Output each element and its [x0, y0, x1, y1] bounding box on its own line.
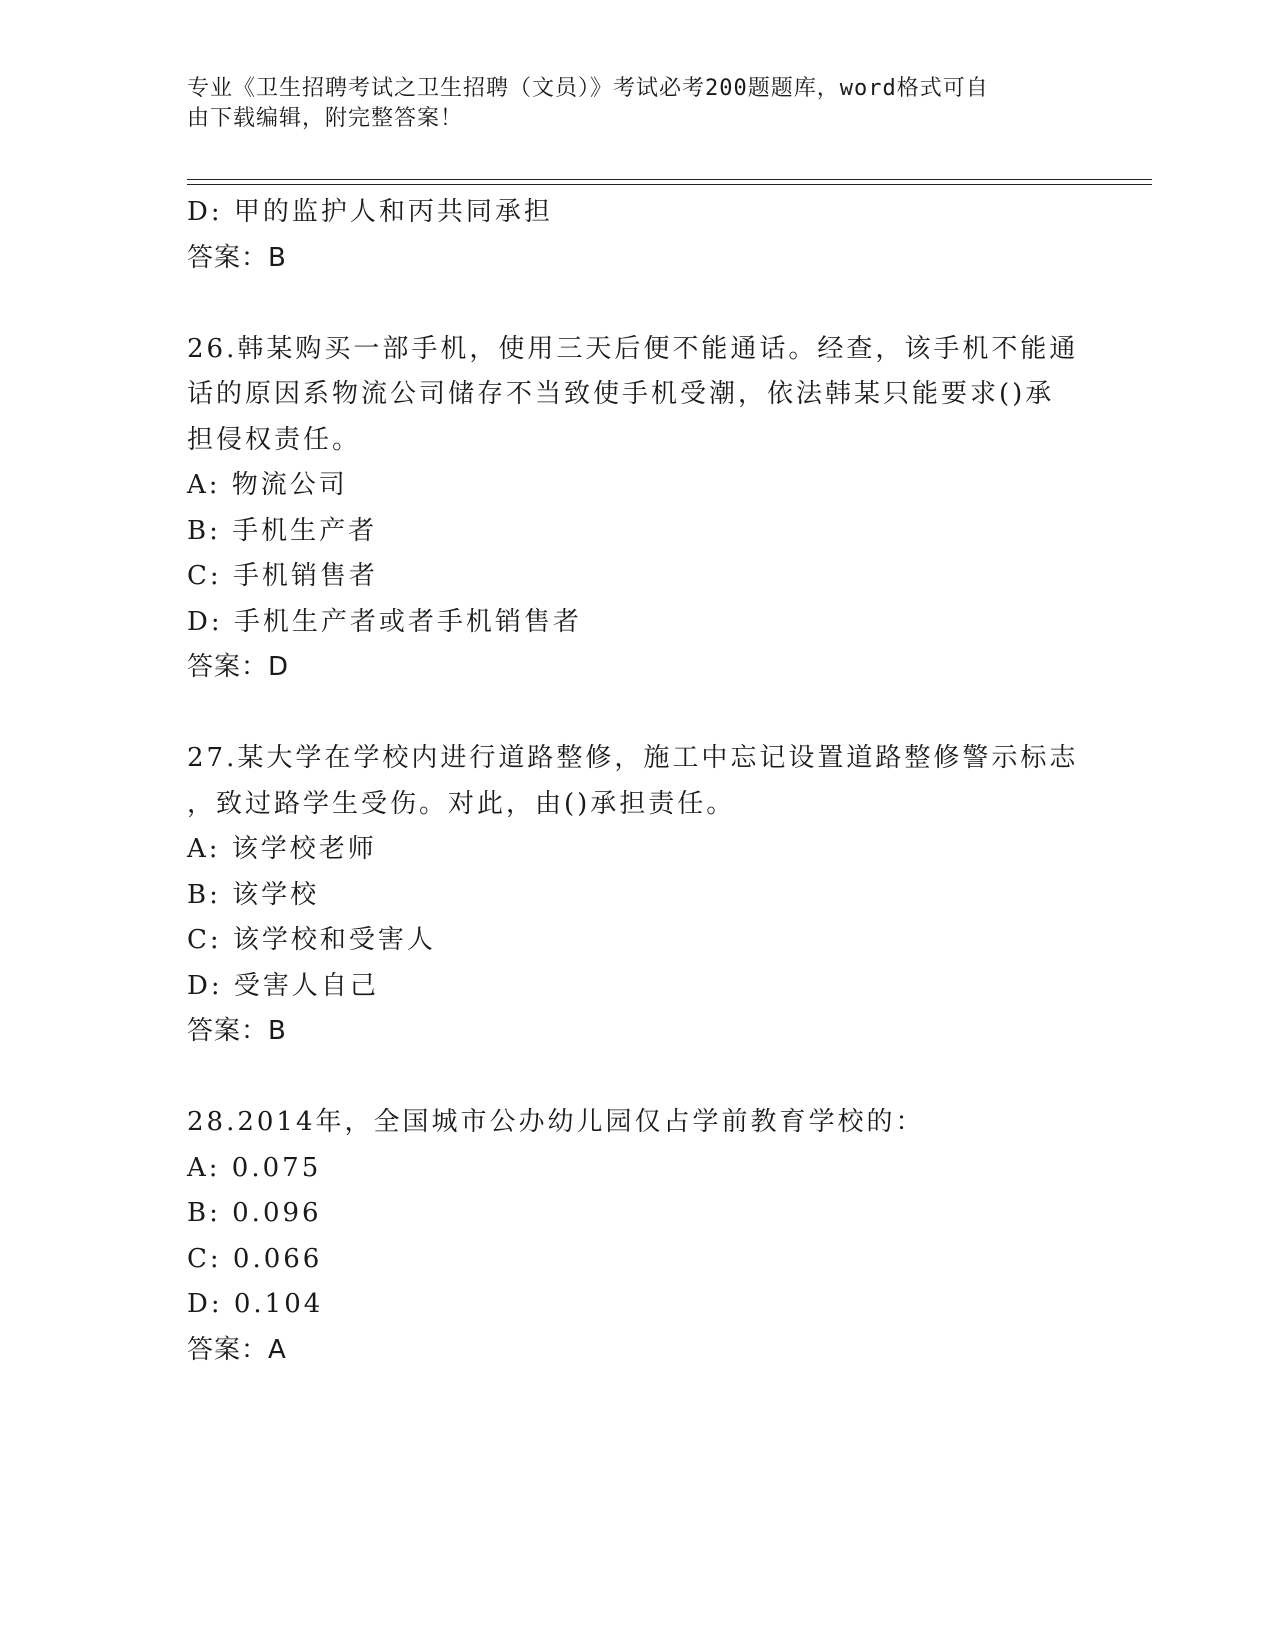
option-b: B: 手机生产者	[187, 515, 378, 546]
question-stem-line: 担侵权责任。	[187, 424, 362, 455]
question-stem-line: 26.韩某购买一部手机，使用三天后便不能通话。经查，该手机不能通	[187, 333, 1079, 364]
option-d: D: 受害人自己	[187, 970, 379, 1001]
option-c: C: 该学校和受害人	[187, 925, 436, 955]
answer: 答案：D	[187, 652, 290, 682]
option-a: A: 物流公司	[187, 470, 348, 500]
question-list	[187, 190, 1087, 1373]
option-d: D: 手机生产者或者手机销售者	[187, 606, 582, 637]
answer: 答案：B	[187, 242, 287, 273]
question-26	[187, 327, 1087, 691]
question-28	[187, 1100, 1087, 1373]
option-c: C: 手机销售者	[187, 561, 378, 591]
header-divider-bottom	[187, 184, 1152, 185]
header-divider-top	[187, 179, 1152, 180]
answer: 答案：A	[187, 1334, 287, 1365]
question-27	[187, 736, 1087, 1055]
question-stem-line: 话的原因系物流公司储存不当致使手机受潮，依法韩某只能要求()承	[187, 379, 1055, 409]
option-a: A: 0.075	[187, 1152, 322, 1183]
document-header	[187, 74, 1067, 134]
answer: 答案：B	[187, 1016, 287, 1046]
spacer	[187, 281, 1087, 327]
header-line-1: 专业《卫生招聘考试之卫生招聘（文员）》考试必考200题题库，word格式可自	[187, 76, 989, 101]
question-25-continued	[187, 190, 1087, 281]
question-stem-line: 27.某大学在学校内进行道路整修，施工中忘记设置道路整修警示标志	[187, 743, 1079, 773]
option-b: B: 该学校	[187, 879, 320, 910]
question-stem-line: 28.2014年，全国城市公办幼儿园仅占学前教育学校的：	[187, 1107, 925, 1137]
spacer	[187, 1055, 1087, 1101]
option-a: A: 该学校老师	[187, 834, 377, 864]
option-c: C: 0.066	[187, 1243, 323, 1274]
header-line-2: 由下载编辑，附完整答案！	[187, 106, 464, 131]
option-b: B: 0.096	[187, 1198, 322, 1228]
option-d: D: 甲的监护人和丙共同承担	[187, 197, 553, 227]
option-d: D: 0.104	[187, 1289, 324, 1319]
spacer	[187, 691, 1087, 737]
question-stem-line: ，致过路学生受伤。对此，由()承担责任。	[187, 788, 736, 819]
